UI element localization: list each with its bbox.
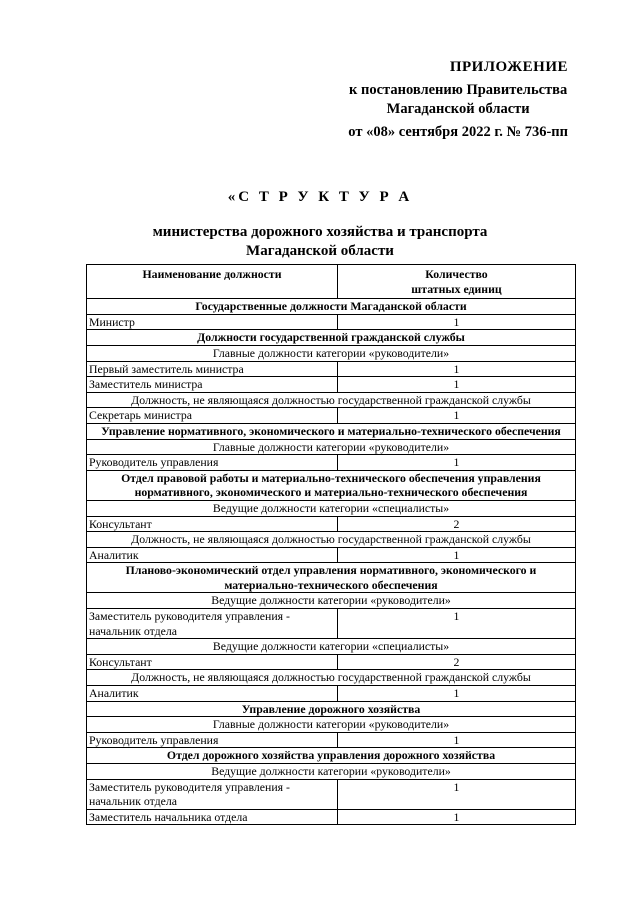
section-heading: Планово-экономический отдел управления нормативного, экономического и материально-технического обеспечения [87, 563, 576, 593]
appendix-date: от «08» сентября 2022 г. № 736-пп [348, 124, 568, 140]
category-row [87, 764, 576, 780]
position-name-cell: Секретарь министра [87, 408, 338, 424]
position-qty-cell: 1 [338, 377, 576, 393]
header-name-cell: Наименование должности [87, 265, 338, 299]
position-name-cell: Руководитель управления [87, 732, 338, 748]
position-name-cell: Аналитик [87, 547, 338, 563]
position-qty-cell: 1 [338, 732, 576, 748]
table-row [87, 314, 576, 330]
category-heading: Должность, не являющаяся должностью государственной гражданской службы [87, 532, 576, 548]
position-qty-cell: 1 [338, 547, 576, 563]
section-row [87, 423, 576, 439]
position-name-cell: Заместитель министра [87, 377, 338, 393]
position-name-cell: Первый заместитель министра [87, 361, 338, 377]
category-row [87, 639, 576, 655]
table-row [87, 779, 576, 809]
category-row [87, 670, 576, 686]
section-heading: Отдел правовой работы и материально-технического обеспечения управления нормативного, экономического и материально-технического обеспечения [87, 470, 576, 500]
category-heading: Ведущие должности категории «специалисты» [87, 639, 576, 655]
title-structure: «С Т Р У К Т У Р А [227, 189, 413, 205]
position-name-cell: Консультант [87, 516, 338, 532]
position-qty-cell: 1 [338, 686, 576, 702]
table-row [87, 377, 576, 393]
section-row [87, 563, 576, 593]
position-name-cell: Заместитель руководителя управления - начальник отдела [87, 779, 338, 809]
table-row [87, 654, 576, 670]
category-row [87, 500, 576, 516]
category-heading: Главные должности категории «руководители» [87, 717, 576, 733]
position-qty-cell: 1 [338, 361, 576, 377]
structure-table [86, 264, 576, 825]
section-heading: Управление нормативного, экономического и материально-технического обеспечения [87, 423, 576, 439]
position-qty-cell: 1 [338, 609, 576, 639]
appendix-block [348, 58, 568, 142]
position-qty-cell: 2 [338, 516, 576, 532]
table-row [87, 455, 576, 471]
position-name-cell: Консультант [87, 654, 338, 670]
table-row [87, 408, 576, 424]
category-row [87, 532, 576, 548]
table-row [87, 732, 576, 748]
header-qty-line-1: Количество [425, 267, 488, 281]
section-row [87, 299, 576, 315]
title-line-2: Магаданской области [246, 243, 394, 259]
position-name-cell: Заместитель начальника отдела [87, 809, 338, 825]
document-title [0, 188, 640, 261]
category-heading: Главные должности категории «руководители» [87, 345, 576, 361]
section-row [87, 701, 576, 717]
header-qty-cell [338, 265, 576, 299]
appendix-line-1: к постановлению Правительства [349, 82, 568, 98]
appendix-heading: ПРИЛОЖЕНИЕ [449, 59, 568, 75]
category-row [87, 439, 576, 455]
position-qty-cell: 1 [338, 809, 576, 825]
table-row [87, 809, 576, 825]
title-line-1: министерства дорожного хозяйства и транспорта [152, 224, 488, 240]
position-qty-cell: 1 [338, 455, 576, 471]
section-heading: Отдел дорожного хозяйства управления дорожного хозяйства [87, 748, 576, 764]
position-qty-cell: 1 [338, 314, 576, 330]
category-heading: Ведущие должности категории «руководители» [87, 764, 576, 780]
category-heading: Ведущие должности категории «специалисты» [87, 500, 576, 516]
position-name-cell: Руководитель управления [87, 455, 338, 471]
table-header-row [87, 265, 576, 299]
table-row [87, 686, 576, 702]
position-name-cell: Аналитик [87, 686, 338, 702]
section-row [87, 470, 576, 500]
header-qty-line-2: штатных единиц [411, 281, 502, 296]
position-qty-cell: 1 [338, 408, 576, 424]
category-heading: Ведущие должности категории «руководители» [87, 593, 576, 609]
position-qty-cell: 1 [338, 779, 576, 809]
category-row [87, 345, 576, 361]
table-row [87, 547, 576, 563]
category-heading: Должность, не являющаяся должностью государственной гражданской службы [87, 670, 576, 686]
section-heading: Управление дорожного хозяйства [87, 701, 576, 717]
appendix-line-2: Магаданской области [386, 101, 530, 117]
position-qty-cell: 2 [338, 654, 576, 670]
section-row [87, 748, 576, 764]
table-row [87, 516, 576, 532]
category-heading: Главные должности категории «руководители» [87, 439, 576, 455]
section-heading: Должности государственной гражданской службы [87, 330, 576, 346]
category-row [87, 717, 576, 733]
position-name-cell: Министр [87, 314, 338, 330]
category-row [87, 593, 576, 609]
position-name-cell: Заместитель руководителя управления - начальник отдела [87, 609, 338, 639]
category-heading: Должность, не являющаяся должностью государственной гражданской службы [87, 392, 576, 408]
table-row [87, 361, 576, 377]
section-heading: Государственные должности Магаданской области [87, 299, 576, 315]
category-row [87, 392, 576, 408]
table-row [87, 609, 576, 639]
structure-table-wrap [86, 264, 576, 825]
section-row [87, 330, 576, 346]
